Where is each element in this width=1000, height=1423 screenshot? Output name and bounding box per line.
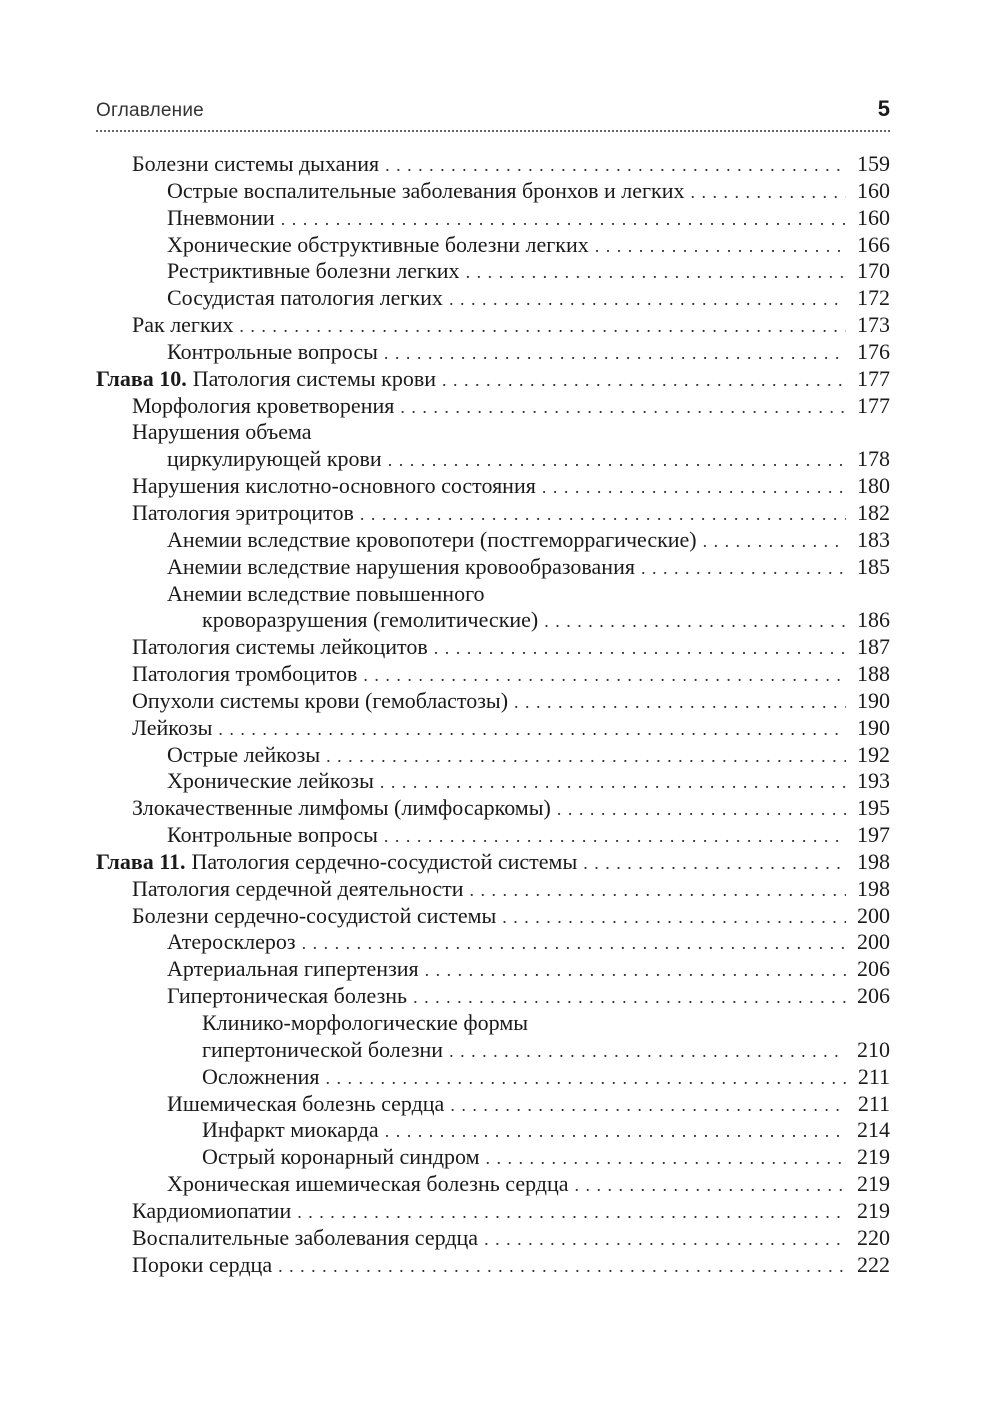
toc-entry-page: 222 [857, 1251, 890, 1277]
dot-leader [486, 1145, 846, 1172]
toc-entry [96, 1064, 890, 1091]
toc-entry-title: Острый коронарный синдром [202, 1144, 480, 1170]
dot-leader [384, 823, 846, 850]
dot-leader [380, 769, 846, 796]
toc-entry-page: 220 [857, 1224, 890, 1250]
toc-entry-title: Хронические обструктивные болезни легких [167, 231, 589, 257]
toc-entry [96, 1225, 890, 1252]
dot-leader [449, 1038, 846, 1065]
toc-entry-page: 206 [857, 956, 890, 982]
toc-entry [96, 634, 890, 661]
toc-entry [96, 956, 890, 983]
dot-leader [281, 206, 846, 233]
toc-entry [96, 473, 890, 500]
toc-entry-title: Острые лейкозы [167, 741, 321, 767]
toc-entry-page: 219 [857, 1197, 890, 1223]
dot-leader [297, 1199, 846, 1226]
toc-entry-page: 187 [857, 634, 890, 660]
toc-entry [96, 768, 890, 795]
toc-entry-title: Патология сердечной деятельности [132, 875, 464, 901]
dot-leader [218, 716, 846, 743]
toc-chapter-entry [96, 849, 890, 876]
toc-entry [96, 285, 890, 312]
toc-entry-title: Нарушения кислотно-основного состояния [132, 473, 536, 499]
dot-leader [239, 313, 846, 340]
dot-leader [690, 179, 846, 206]
toc-entry-page: 176 [857, 338, 890, 364]
toc-entry [96, 661, 890, 688]
dot-leader [360, 501, 846, 528]
toc-entry [96, 312, 890, 339]
toc-entry-page: 192 [857, 741, 890, 767]
dot-leader [575, 1172, 846, 1199]
toc-entry-page: 200 [857, 902, 890, 928]
toc-entry-page: 198 [857, 848, 890, 874]
toc-entry-title: Гипертоническая болезнь [167, 983, 408, 1009]
chapter-label: Глава 11. [96, 848, 186, 874]
toc-entry-title: Болезни системы дыхания [132, 151, 380, 176]
toc-entry [96, 876, 890, 903]
toc-entry-title: Рестриктивные болезни легких [167, 258, 460, 284]
toc-entry-page: 190 [857, 687, 890, 713]
toc-entry-title: Патология системы лейкоцитов [132, 634, 428, 660]
toc-entry-title: Патология системы крови [192, 365, 436, 391]
page-number: 5 [877, 96, 890, 121]
dot-leader [363, 662, 846, 689]
toc-entry-title: Рак легких [132, 312, 234, 338]
header-dotted-rule [96, 130, 890, 132]
toc-entry-page: 177 [857, 392, 890, 418]
toc-entry [96, 178, 890, 205]
toc-entry-page: 211 [857, 1090, 890, 1116]
toc-entry [96, 715, 890, 742]
toc-entry-page: 186 [857, 607, 890, 633]
dot-leader [466, 259, 846, 286]
toc-entry-title: Острые воспалительные заболевания бронхов и легких [167, 177, 685, 203]
dot-leader [641, 555, 846, 582]
toc-entry [96, 1091, 890, 1118]
toc-entry-page: 170 [857, 258, 890, 284]
toc-entry-page: 193 [857, 768, 890, 794]
toc-entry [96, 1117, 890, 1144]
dot-leader [326, 743, 846, 770]
toc-entry-title: Хронические лейкозы [167, 768, 374, 794]
toc-entry [96, 554, 890, 581]
toc-entry [96, 903, 890, 930]
toc-entry-title: Инфаркт миокарда [202, 1117, 379, 1143]
dot-leader [514, 689, 846, 716]
dot-leader [703, 528, 846, 555]
toc-entry-page: 211 [857, 1063, 890, 1089]
dot-leader [413, 984, 846, 1011]
toc-entry-page: 210 [857, 1036, 890, 1062]
toc-entry [96, 393, 890, 420]
toc-entry [96, 205, 890, 232]
toc-entry-page: 214 [857, 1117, 890, 1143]
toc-entry-title: Лейкозы [132, 714, 213, 740]
toc-entry-title: Кардиомиопатии [132, 1197, 292, 1223]
toc-entry-title: Ишемическая болезнь сердца [167, 1090, 445, 1116]
toc-entry-page: 160 [857, 177, 890, 203]
toc-entry-page: 190 [857, 714, 890, 740]
toc-entry-page: 188 [857, 661, 890, 687]
toc-entry-page: 178 [857, 446, 890, 472]
toc-entry [96, 1144, 890, 1171]
toc-entry [96, 258, 890, 285]
toc-entry-title: циркулирующей крови [167, 446, 382, 472]
dot-leader [442, 367, 846, 394]
running-title: Оглавление [96, 100, 204, 121]
toc-entry [96, 1252, 890, 1279]
dot-leader [450, 1092, 846, 1119]
toc-entry [96, 742, 890, 769]
toc-entry-page: 173 [857, 312, 890, 338]
toc-entry [96, 929, 890, 956]
toc-entry-page: 219 [857, 1144, 890, 1170]
toc-entry-title: Патология тромбоцитов [132, 661, 358, 687]
dot-leader [434, 635, 846, 662]
toc-entry-title: Контрольные вопросы [167, 338, 378, 364]
dot-leader [449, 286, 846, 313]
toc-chapter-entry [96, 366, 890, 393]
toc-entry [96, 232, 890, 259]
toc-entry-page: 197 [857, 822, 890, 848]
toc-entry-title: Злокачественные лимфомы (лимфосаркомы) [132, 795, 551, 821]
toc-entry-title: Осложнения [202, 1063, 320, 1089]
toc-entry-title: Клинико-морфологические формы [202, 1010, 529, 1035]
toc-entry-title: Опухоли системы крови (гемобластозы) [132, 687, 509, 713]
toc-entry [96, 795, 890, 822]
toc-entry-page: 198 [857, 875, 890, 901]
toc-entry-page: 195 [857, 795, 890, 821]
toc-entry-page: 159 [857, 151, 890, 176]
toc-entry [96, 339, 890, 366]
toc-entry-title: Пневмонии [167, 204, 275, 230]
toc-entry [96, 822, 890, 849]
toc-entry-page: 182 [857, 499, 890, 525]
toc-entry-title: Пороки сердца [132, 1251, 273, 1277]
toc-entry-title: Болезни сердечно-сосудистой системы [132, 902, 497, 928]
dot-leader [583, 850, 846, 877]
toc-entry-title: Патология сердечно-сосудистой системы [191, 848, 578, 874]
toc-entry-title: гипертонической болезни [202, 1036, 444, 1062]
toc-entry [96, 500, 890, 527]
toc-entry [96, 419, 890, 473]
toc-entry-page: 180 [857, 473, 890, 499]
toc-entry-page: 206 [857, 983, 890, 1009]
toc-entry-title: Хроническая ишемическая болезнь сердца [167, 1171, 569, 1197]
toc-entry-title: Анемии вследствие нарушения кровообразования [167, 553, 635, 579]
dot-leader [484, 1226, 846, 1253]
toc-entry [96, 1171, 890, 1198]
dot-leader [385, 152, 846, 179]
toc-entry-title: Морфология кроветворения [132, 392, 395, 418]
toc-entry [96, 1010, 890, 1064]
dot-leader [326, 1065, 847, 1092]
toc-entry-title: кроворазрушения (гемолитические) [202, 607, 539, 633]
toc-entry [96, 581, 890, 635]
dot-leader [502, 904, 846, 931]
toc-entry [96, 527, 890, 554]
toc-entry-title: Патология эритроцитов [132, 499, 354, 525]
dot-leader [542, 474, 846, 501]
dot-leader [388, 447, 846, 474]
toc-entry-title: Сосудистая патология легких [167, 285, 443, 311]
running-head [96, 96, 890, 132]
toc-entry-title: Нарушения объема [132, 419, 312, 445]
dot-leader [302, 930, 846, 957]
toc-entry-page: 185 [857, 553, 890, 579]
chapter-label: Глава 10. [96, 365, 187, 391]
dot-leader [425, 957, 846, 984]
toc-entry-page: 172 [857, 285, 890, 311]
toc-entry-page: 183 [857, 526, 890, 552]
toc-entry-title: Воспалительные заболевания сердца [132, 1224, 479, 1250]
dot-leader [400, 394, 846, 421]
toc-entry-title: Контрольные вопросы [167, 822, 378, 848]
toc-entry-page: 166 [857, 231, 890, 257]
toc-entry-page: 160 [857, 204, 890, 230]
dot-leader [384, 340, 846, 367]
dot-leader [469, 877, 846, 904]
toc-entry-title: Анемии вследствие кровопотери (постгеморрагические) [167, 526, 697, 552]
toc-entry [96, 688, 890, 715]
toc-entry-title: Артериальная гипертензия [167, 956, 419, 982]
toc-entry-title: Анемии вследствие повышенного [167, 580, 485, 606]
toc-entry [96, 1198, 890, 1225]
toc-entry [96, 983, 890, 1010]
toc-entry-page: 219 [857, 1171, 890, 1197]
table-of-contents [96, 151, 890, 1278]
dot-leader [595, 233, 846, 260]
dot-leader [385, 1118, 846, 1145]
dot-leader [544, 608, 846, 635]
toc-entry [96, 151, 890, 178]
dot-leader [557, 796, 846, 823]
dot-leader [278, 1253, 846, 1280]
toc-entry-title: Атеросклероз [167, 929, 296, 955]
toc-entry-page: 200 [857, 929, 890, 955]
toc-entry-page: 177 [857, 365, 890, 391]
